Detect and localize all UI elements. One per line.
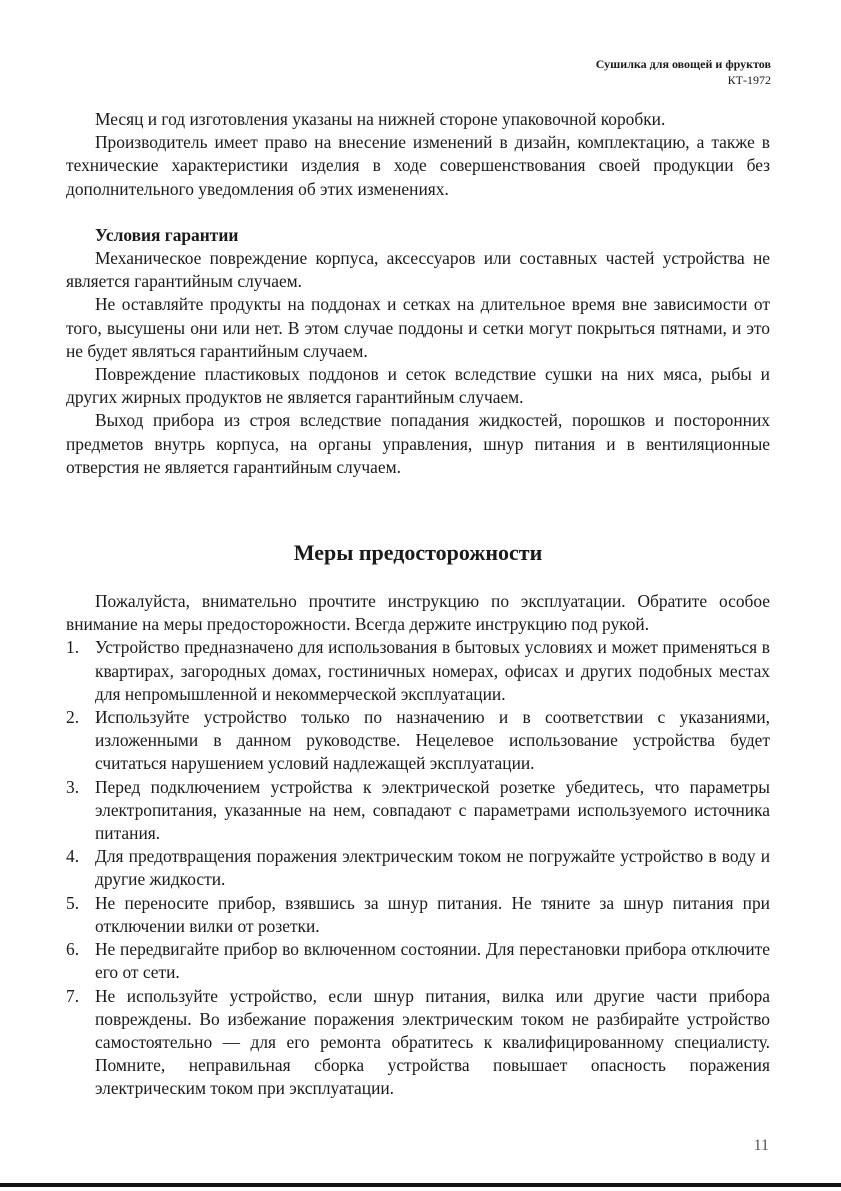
warranty-paragraph-3: Повреждение пластиковых поддонов и сеток вследствие сушки на них мяса, рыбы и других жирных продуктов не является гарантийным случаем. [66, 364, 770, 408]
heading-spacer [66, 568, 770, 590]
list-item-text: Не переносите прибор, взявшись за шнур питания. Не тяните за шнур питания при отключении вилки от розетки. [95, 892, 770, 936]
section-spacer [66, 479, 770, 538]
list-item [66, 892, 770, 938]
list-item-text: Не используйте устройство, если шнур питания, вилка или другие части прибора повреждены. Во избежание поражения электрическим током не разбирайте устройство самостоятельно — для его ремонта обратитесь к квалифицированному специалисту. Помните, неправильная сборка устройства повышает опасность поражения электрическим током при эксплуатации. [95, 985, 770, 1099]
intro-paragraph-2: Производитель имеет право на внесение изменений в дизайн, комплектацию, а также в технические характеристики изделия в ходе совершенствования своей продукции без дополнительного уведомления об этих изменениях. [66, 132, 770, 199]
list-item-text: Не передвигайте прибор во включенном состоянии. Для перестановки прибора отключите его от сети. [95, 939, 770, 983]
list-item-number: 2. [66, 707, 80, 728]
list-item-number: 7. [66, 985, 80, 1006]
running-header [596, 56, 771, 88]
page-number: 11 [753, 1137, 769, 1154]
precautions-list [66, 636, 770, 1100]
warranty-paragraph-1: Механическое повреждение корпуса, аксессуаров или составных частей устройства не является гарантийным случаем. [66, 248, 770, 292]
warranty-heading: Условия гарантии [95, 224, 239, 245]
list-item [66, 985, 770, 1101]
precautions-heading: Меры предосторожности [293, 540, 543, 566]
list-item [66, 845, 770, 891]
list-item [66, 776, 770, 846]
warranty-paragraph-2: Не оставляйте продукты на поддонах и сетках на длительное время вне зависимости от того, высушены они или нет. В этом случае поддоны и сетки могут покрыться пятнами, и это не будет являться гарантийным случаем. [66, 294, 770, 361]
list-item-text: Используйте устройство только по назначению и в соответствии с указаниями, изложенными в данном руководстве. Нецелевое использование устройства будет считаться нарушением условий надлежащей эксплуатации. [95, 707, 770, 774]
list-item-number: 6. [66, 939, 80, 960]
header-product-title: Сушилка для овощей и фруктов [595, 57, 771, 71]
list-item-text: Перед подключением устройства к электрической розетке убедитесь, что параметры электропитания, указанные на нем, совпадают с параметрами используемого источника питания. [95, 776, 770, 844]
header-model-number: КТ-1972 [727, 73, 771, 87]
list-item-number: 5. [66, 892, 80, 913]
list-item-number: 1. [66, 637, 80, 658]
footer-rule-divider [0, 1183, 841, 1187]
list-item-number: 4. [66, 846, 80, 867]
page-content [66, 108, 770, 1101]
list-item-text: Для предотвращения поражения электрическим током не погружайте устройство в воду и другие жидкости. [95, 846, 770, 890]
warranty-paragraph-4: Выход прибора из строя вследствие попадания жидкостей, порошков и посторонних предметов внутрь корпуса, на органы управления, шнур питания и в вентиляционные отверстия не является гарантийным случаем. [66, 410, 770, 477]
list-item [66, 938, 770, 984]
precautions-intro: Пожалуйста, внимательно прочтите инструкцию по эксплуатации. Обратите особое внимание на меры предосторожности. Всегда держите инструкцию под рукой. [66, 591, 770, 635]
intro-paragraph-1: Месяц и год изготовления указаны на нижней стороне упаковочной коробки. [95, 109, 666, 129]
list-item [66, 706, 770, 776]
list-item [66, 636, 770, 706]
list-item-text: Устройство предназначено для использования в бытовых условиях и может применяться в квартирах, загородных домах, гостиничных номерах, офисах и других подобных местах для непромышленной и некоммерческой эксплуатации. [95, 637, 770, 704]
list-item-number: 3. [66, 776, 80, 797]
